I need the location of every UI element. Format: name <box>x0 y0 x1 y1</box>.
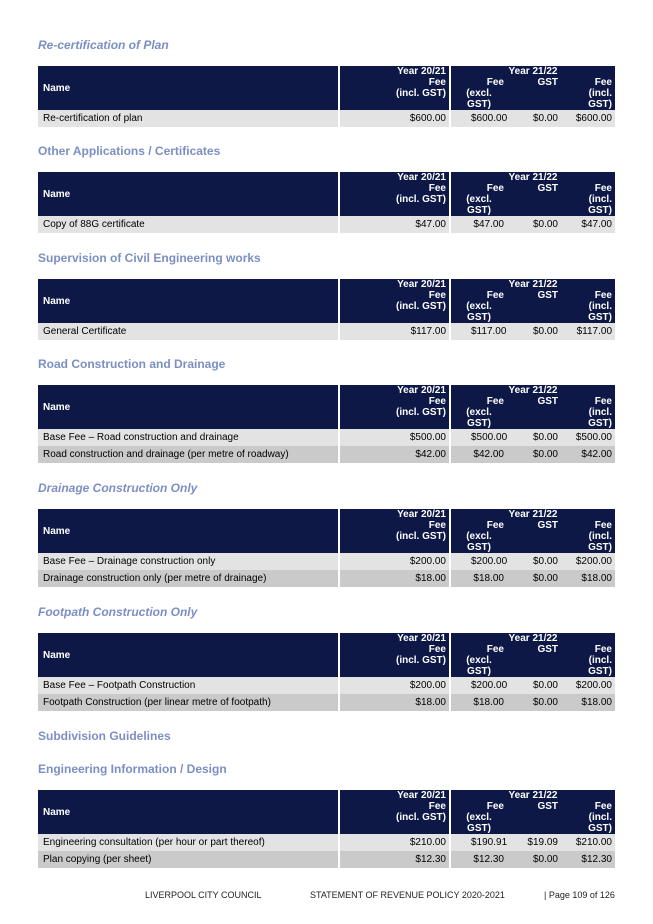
header-excl-gst: (excl. GST) <box>451 407 507 429</box>
fee-prev: $18.00 <box>340 694 451 711</box>
fee-table <box>38 509 615 587</box>
table-row <box>38 110 615 127</box>
header-year-curr: Year 21/22 <box>451 509 615 520</box>
header-fee-incl-prev: Fee <box>340 644 451 655</box>
fee-incl: $12.30 <box>561 851 615 868</box>
fee-table <box>38 66 615 127</box>
header-gst-blank <box>507 531 561 553</box>
fee-table <box>38 790 615 868</box>
header-name: Name <box>38 509 340 553</box>
table-row <box>38 570 615 587</box>
section-title: Footpath Construction Only <box>38 605 198 619</box>
fee-prev: $42.00 <box>340 446 451 463</box>
header-gst: GST <box>507 801 561 812</box>
header-incl-gst: (incl. GST) <box>561 407 615 429</box>
fee-incl: $117.00 <box>561 323 615 340</box>
fee-name: Base Fee – Drainage construction only <box>38 553 340 570</box>
header-incl-gst-prev: (incl. GST) <box>340 655 451 677</box>
fee-table <box>38 385 615 463</box>
header-gst-blank <box>507 655 561 677</box>
header-name: Name <box>38 66 340 110</box>
header-incl-gst: (incl. GST) <box>561 301 615 323</box>
header-fee-excl: Fee <box>451 396 507 407</box>
header-year-curr: Year 21/22 <box>451 385 615 396</box>
table-row <box>38 446 615 463</box>
header-year-curr: Year 21/22 <box>451 172 615 183</box>
fee-excl: $18.00 <box>451 694 507 711</box>
header-fee-excl: Fee <box>451 290 507 301</box>
header-incl-gst-prev: (incl. GST) <box>340 88 451 110</box>
header-year-curr: Year 21/22 <box>451 66 615 77</box>
header-gst: GST <box>507 290 561 301</box>
header-excl-gst: (excl. GST) <box>451 655 507 677</box>
header-fee-excl: Fee <box>451 801 507 812</box>
table-row <box>38 429 615 446</box>
fee-gst: $19.09 <box>507 834 561 851</box>
header-name: Name <box>38 385 340 429</box>
header-fee-incl: Fee <box>561 644 615 655</box>
fee-excl: $12.30 <box>451 851 507 868</box>
header-gst-blank <box>507 301 561 323</box>
fee-table <box>38 172 615 233</box>
section-title: Other Applications / Certificates <box>38 144 221 158</box>
header-incl-gst: (incl. GST) <box>561 531 615 553</box>
fee-excl: $18.00 <box>451 570 507 587</box>
fee-name: Road construction and drainage (per metre of roadway) <box>38 446 340 463</box>
header-incl-gst-prev: (incl. GST) <box>340 194 451 216</box>
footer-document: STATEMENT OF REVENUE POLICY 2020-2021 <box>310 890 505 900</box>
header-name: Name <box>38 790 340 834</box>
fee-excl: $200.00 <box>451 677 507 694</box>
header-fee-incl: Fee <box>561 520 615 531</box>
header-fee-excl: Fee <box>451 520 507 531</box>
header-gst: GST <box>507 183 561 194</box>
header-fee-excl: Fee <box>451 77 507 88</box>
fee-gst: $0.00 <box>507 553 561 570</box>
fee-prev: $117.00 <box>340 323 451 340</box>
fee-prev: $200.00 <box>340 553 451 570</box>
fee-gst: $0.00 <box>507 110 561 127</box>
fee-name: Re-certification of plan <box>38 110 340 127</box>
table-row <box>38 216 615 233</box>
header-fee-excl: Fee <box>451 644 507 655</box>
header-year-prev: Year 20/21 <box>340 172 451 183</box>
fee-excl: $117.00 <box>451 323 507 340</box>
fee-name: Footpath Construction (per linear metre of footpath) <box>38 694 340 711</box>
header-name: Name <box>38 633 340 677</box>
header-fee-incl: Fee <box>561 396 615 407</box>
fee-excl: $600.00 <box>451 110 507 127</box>
header-fee-incl-prev: Fee <box>340 801 451 812</box>
header-fee-excl: Fee <box>451 183 507 194</box>
fee-name: Drainage construction only (per metre of drainage) <box>38 570 340 587</box>
fee-incl: $200.00 <box>561 553 615 570</box>
fee-gst: $0.00 <box>507 446 561 463</box>
header-year-curr: Year 21/22 <box>451 633 615 644</box>
header-incl-gst: (incl. GST) <box>561 655 615 677</box>
fee-name: Engineering consultation (per hour or part thereof) <box>38 834 340 851</box>
header-fee-incl-prev: Fee <box>340 290 451 301</box>
header-fee-incl-prev: Fee <box>340 77 451 88</box>
header-fee-incl: Fee <box>561 77 615 88</box>
section-title: Engineering Information / Design <box>38 762 227 776</box>
header-fee-incl-prev: Fee <box>340 396 451 407</box>
fee-incl: $18.00 <box>561 570 615 587</box>
section-title: Re-certification of Plan <box>38 38 169 52</box>
fee-prev: $200.00 <box>340 677 451 694</box>
fee-excl: $190.91 <box>451 834 507 851</box>
header-gst: GST <box>507 520 561 531</box>
fee-incl: $42.00 <box>561 446 615 463</box>
header-excl-gst: (excl. GST) <box>451 194 507 216</box>
header-fee-incl: Fee <box>561 801 615 812</box>
fee-incl: $18.00 <box>561 694 615 711</box>
header-excl-gst: (excl. GST) <box>451 301 507 323</box>
header-name: Name <box>38 172 340 216</box>
header-excl-gst: (excl. GST) <box>451 812 507 834</box>
header-year-prev: Year 20/21 <box>340 509 451 520</box>
subdivision-heading: Subdivision Guidelines <box>38 729 171 743</box>
fee-excl: $200.00 <box>451 553 507 570</box>
header-gst-blank <box>507 812 561 834</box>
fee-prev: $18.00 <box>340 570 451 587</box>
fee-excl: $42.00 <box>451 446 507 463</box>
footer-council: LIVERPOOL CITY COUNCIL <box>145 890 262 900</box>
header-gst: GST <box>507 396 561 407</box>
fee-prev: $210.00 <box>340 834 451 851</box>
fee-incl: $200.00 <box>561 677 615 694</box>
header-year-curr: Year 21/22 <box>451 279 615 290</box>
table-row <box>38 677 615 694</box>
header-year-prev: Year 20/21 <box>340 279 451 290</box>
table-row <box>38 323 615 340</box>
header-name: Name <box>38 279 340 323</box>
header-fee-incl-prev: Fee <box>340 520 451 531</box>
header-incl-gst: (incl. GST) <box>561 194 615 216</box>
fee-table <box>38 279 615 340</box>
fee-incl: $47.00 <box>561 216 615 233</box>
fee-prev: $12.30 <box>340 851 451 868</box>
table-row <box>38 851 615 868</box>
fee-gst: $0.00 <box>507 429 561 446</box>
table-row <box>38 694 615 711</box>
fee-excl: $500.00 <box>451 429 507 446</box>
fee-name: Base Fee – Footpath Construction <box>38 677 340 694</box>
header-excl-gst: (excl. GST) <box>451 88 507 110</box>
header-year-prev: Year 20/21 <box>340 633 451 644</box>
header-year-curr: Year 21/22 <box>451 790 615 801</box>
header-gst-blank <box>507 88 561 110</box>
header-year-prev: Year 20/21 <box>340 790 451 801</box>
fee-gst: $0.00 <box>507 323 561 340</box>
header-gst-blank <box>507 194 561 216</box>
table-row <box>38 553 615 570</box>
fee-gst: $0.00 <box>507 677 561 694</box>
fee-incl: $500.00 <box>561 429 615 446</box>
fee-name: Base Fee – Road construction and drainage <box>38 429 340 446</box>
fee-prev: $500.00 <box>340 429 451 446</box>
header-incl-gst-prev: (incl. GST) <box>340 407 451 429</box>
section-title: Drainage Construction Only <box>38 481 198 495</box>
header-incl-gst: (incl. GST) <box>561 812 615 834</box>
section-title: Road Construction and Drainage <box>38 357 226 371</box>
fee-incl: $600.00 <box>561 110 615 127</box>
fee-incl: $210.00 <box>561 834 615 851</box>
header-incl-gst: (incl. GST) <box>561 88 615 110</box>
footer-page-number: | Page 109 of 126 <box>544 890 615 900</box>
header-gst: GST <box>507 644 561 655</box>
fee-gst: $0.00 <box>507 216 561 233</box>
fee-gst: $0.00 <box>507 694 561 711</box>
fee-prev: $600.00 <box>340 110 451 127</box>
header-fee-incl-prev: Fee <box>340 183 451 194</box>
header-gst: GST <box>507 77 561 88</box>
fee-name: Plan copying (per sheet) <box>38 851 340 868</box>
fee-prev: $47.00 <box>340 216 451 233</box>
fee-excl: $47.00 <box>451 216 507 233</box>
fee-gst: $0.00 <box>507 570 561 587</box>
fee-name: Copy of 88G certificate <box>38 216 340 233</box>
header-year-prev: Year 20/21 <box>340 66 451 77</box>
header-fee-incl: Fee <box>561 183 615 194</box>
fee-gst: $0.00 <box>507 851 561 868</box>
section-title: Supervision of Civil Engineering works <box>38 251 261 265</box>
fee-table <box>38 633 615 711</box>
header-year-prev: Year 20/21 <box>340 385 451 396</box>
table-row <box>38 834 615 851</box>
header-gst-blank <box>507 407 561 429</box>
header-excl-gst: (excl. GST) <box>451 531 507 553</box>
header-incl-gst-prev: (incl. GST) <box>340 531 451 553</box>
header-incl-gst-prev: (incl. GST) <box>340 812 451 834</box>
header-incl-gst-prev: (incl. GST) <box>340 301 451 323</box>
header-fee-incl: Fee <box>561 290 615 301</box>
fee-name: General Certificate <box>38 323 340 340</box>
